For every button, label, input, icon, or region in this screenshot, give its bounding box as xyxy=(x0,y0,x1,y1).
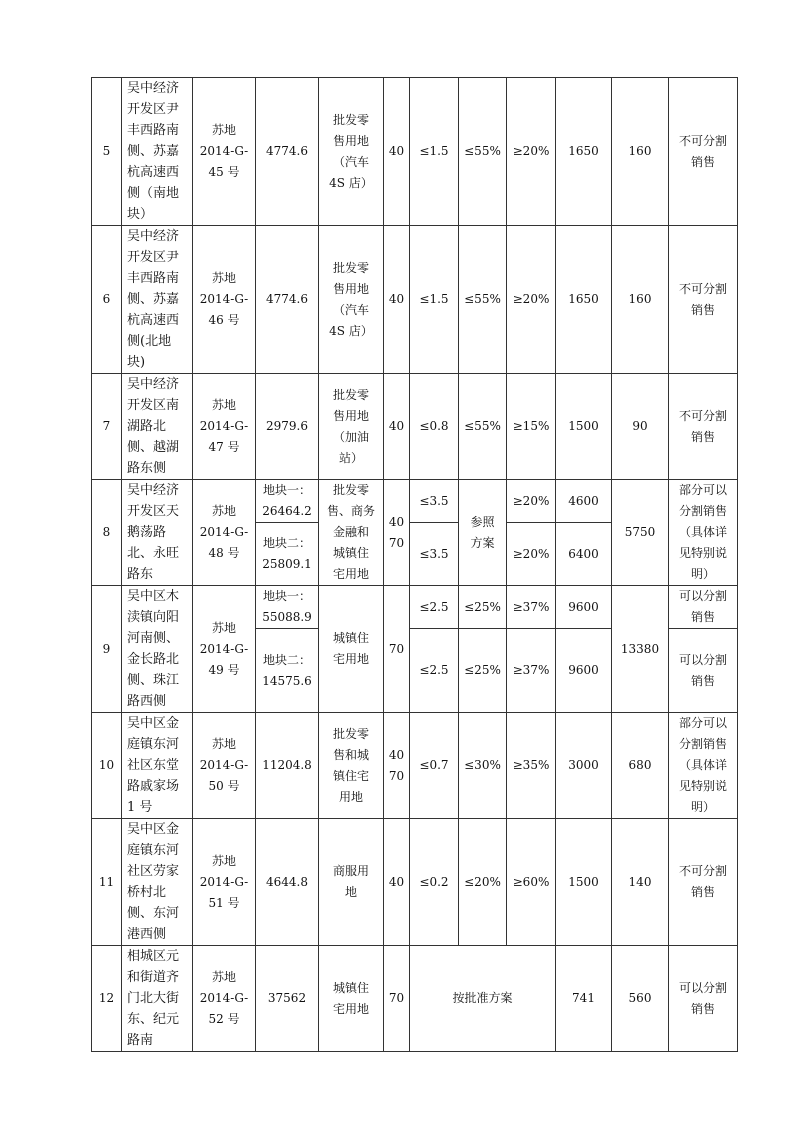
area-cell-b: 地块二： 14575.6 xyxy=(256,629,319,713)
years-cell: 70 xyxy=(384,586,410,713)
land-parcel-table xyxy=(91,77,738,1052)
area-cell-b: 地块二： 25809.1 xyxy=(256,523,319,586)
density-cell-b: ≤25% xyxy=(459,629,507,713)
location-cell: 吴中经济开发区南湖路北侧、越湖路东侧 xyxy=(122,374,193,480)
row-number: 12 xyxy=(92,946,122,1052)
far-cell-a: ≤3.5 xyxy=(410,480,459,523)
years-cell: 40 xyxy=(384,819,410,946)
sale-cell: 不可分割 销售 xyxy=(669,374,738,480)
sale-cell: 部分可以 分割销售 （具体详 见特别说 明） xyxy=(669,713,738,819)
table-row xyxy=(92,819,738,946)
table-row xyxy=(92,586,738,629)
deposit-cell: 1500 xyxy=(556,374,612,480)
land-use-cell: 批发零 售用地 （汽车 4S 店） xyxy=(319,226,384,374)
approved-plan-cell: 按批准方案 xyxy=(410,946,556,1052)
row-number: 5 xyxy=(92,78,122,226)
green-rate-cell-b: ≥20% xyxy=(507,523,556,586)
deposit-cell: 1500 xyxy=(556,819,612,946)
far-cell-b: ≤3.5 xyxy=(410,523,459,586)
sale-cell-b: 可以分割 销售 xyxy=(669,629,738,713)
table-row xyxy=(92,78,738,226)
location-cell: 吴中经济开发区尹丰西路南侧、苏嘉杭高速西侧（南地块） xyxy=(122,78,193,226)
row-number: 9 xyxy=(92,586,122,713)
sale-cell: 不可分割 销售 xyxy=(669,819,738,946)
sale-cell: 不可分割 销售 xyxy=(669,226,738,374)
green-rate-cell-a: ≥20% xyxy=(507,480,556,523)
sale-cell: 部分可以 分割销售 （具体详 见特别说 明） xyxy=(669,480,738,586)
far-cell-a: ≤2.5 xyxy=(410,586,459,629)
plot-number-cell: 苏地 2014-G- 49 号 xyxy=(193,586,256,713)
plot-number-cell: 苏地 2014-G- 50 号 xyxy=(193,713,256,819)
land-use-cell: 批发零 售用地 （加油 站） xyxy=(319,374,384,480)
table-row xyxy=(92,946,738,1052)
land-use-cell: 商服用 地 xyxy=(319,819,384,946)
years-cell: 70 xyxy=(384,946,410,1052)
density-cell: ≤55% xyxy=(459,78,507,226)
floor-price-cell: 680 xyxy=(612,713,669,819)
area-cell: 4644.8 xyxy=(256,819,319,946)
land-use-cell: 城镇住 宅用地 xyxy=(319,586,384,713)
floor-price-cell: 5750 xyxy=(612,480,669,586)
deposit-cell: 741 xyxy=(556,946,612,1052)
green-rate-cell-b: ≥37% xyxy=(507,629,556,713)
green-rate-cell: ≥15% xyxy=(507,374,556,480)
floor-price-cell: 160 xyxy=(612,226,669,374)
density-cell: ≤55% xyxy=(459,226,507,374)
area-cell: 37562 xyxy=(256,946,319,1052)
area-cell: 4774.6 xyxy=(256,226,319,374)
area-cell: 11204.8 xyxy=(256,713,319,819)
deposit-cell: 1650 xyxy=(556,78,612,226)
far-cell: ≤0.7 xyxy=(410,713,459,819)
row-number: 10 xyxy=(92,713,122,819)
area-cell-a: 地块一： 26464.2 xyxy=(256,480,319,523)
floor-price-cell: 13380 xyxy=(612,586,669,713)
location-cell: 相城区元和街道齐门北大街东、纪元路南 xyxy=(122,946,193,1052)
years-cell: 40 xyxy=(384,78,410,226)
green-rate-cell-a: ≥37% xyxy=(507,586,556,629)
green-rate-cell: ≥60% xyxy=(507,819,556,946)
plot-number-cell: 苏地 2014-G- 47 号 xyxy=(193,374,256,480)
plot-number-cell: 苏地 2014-G- 51 号 xyxy=(193,819,256,946)
land-use-cell: 城镇住 宅用地 xyxy=(319,946,384,1052)
plot-number-cell: 苏地 2014-G- 46 号 xyxy=(193,226,256,374)
plot-number-cell: 苏地 2014-G- 45 号 xyxy=(193,78,256,226)
table-row xyxy=(92,374,738,480)
green-rate-cell: ≥20% xyxy=(507,226,556,374)
density-cell: ≤55% xyxy=(459,374,507,480)
density-cell: 参照 方案 xyxy=(459,480,507,586)
deposit-cell: 1650 xyxy=(556,226,612,374)
location-cell: 吴中区木渎镇向阳河南侧、金长路北侧、珠江路西侧 xyxy=(122,586,193,713)
area-cell: 4774.6 xyxy=(256,78,319,226)
years-cell: 40 xyxy=(384,226,410,374)
row-number: 7 xyxy=(92,374,122,480)
table-row xyxy=(92,713,738,819)
deposit-cell-a: 4600 xyxy=(556,480,612,523)
deposit-cell-b: 9600 xyxy=(556,629,612,713)
row-number: 6 xyxy=(92,226,122,374)
row-number: 8 xyxy=(92,480,122,586)
far-cell: ≤0.2 xyxy=(410,819,459,946)
far-cell: ≤1.5 xyxy=(410,78,459,226)
location-cell: 吴中经济开发区天鹅荡路北、永旺路东 xyxy=(122,480,193,586)
far-cell: ≤0.8 xyxy=(410,374,459,480)
land-use-cell: 批发零 售和城 镇住宅 用地 xyxy=(319,713,384,819)
years-cell: 40 70 xyxy=(384,713,410,819)
table-row xyxy=(92,226,738,374)
location-cell: 吴中区金庭镇东河社区劳家桥村北侧、东河港西侧 xyxy=(122,819,193,946)
floor-price-cell: 160 xyxy=(612,78,669,226)
sale-cell-a: 可以分割 销售 xyxy=(669,586,738,629)
land-use-cell: 批发零 售、商务 金融和 城镇住 宅用地 xyxy=(319,480,384,586)
floor-price-cell: 560 xyxy=(612,946,669,1052)
deposit-cell-a: 9600 xyxy=(556,586,612,629)
deposit-cell: 3000 xyxy=(556,713,612,819)
plot-number-cell: 苏地 2014-G- 48 号 xyxy=(193,480,256,586)
green-rate-cell: ≥20% xyxy=(507,78,556,226)
sale-cell: 不可分割 销售 xyxy=(669,78,738,226)
sale-cell: 可以分割 销售 xyxy=(669,946,738,1052)
area-cell-a: 地块一： 55088.9 xyxy=(256,586,319,629)
land-use-cell: 批发零 售用地 （汽车 4S 店） xyxy=(319,78,384,226)
row-number: 11 xyxy=(92,819,122,946)
green-rate-cell: ≥35% xyxy=(507,713,556,819)
location-cell: 吴中经济开发区尹丰西路南侧、苏嘉杭高速西侧(北地块) xyxy=(122,226,193,374)
floor-price-cell: 90 xyxy=(612,374,669,480)
floor-price-cell: 140 xyxy=(612,819,669,946)
years-cell: 40 70 xyxy=(384,480,410,586)
years-cell: 40 xyxy=(384,374,410,480)
location-cell: 吴中区金庭镇东河社区东堂路戚家场 1 号 xyxy=(122,713,193,819)
density-cell: ≤20% xyxy=(459,819,507,946)
deposit-cell-b: 6400 xyxy=(556,523,612,586)
far-cell-b: ≤2.5 xyxy=(410,629,459,713)
plot-number-cell: 苏地 2014-G- 52 号 xyxy=(193,946,256,1052)
far-cell: ≤1.5 xyxy=(410,226,459,374)
table-row xyxy=(92,480,738,523)
density-cell: ≤30% xyxy=(459,713,507,819)
density-cell-a: ≤25% xyxy=(459,586,507,629)
area-cell: 2979.6 xyxy=(256,374,319,480)
